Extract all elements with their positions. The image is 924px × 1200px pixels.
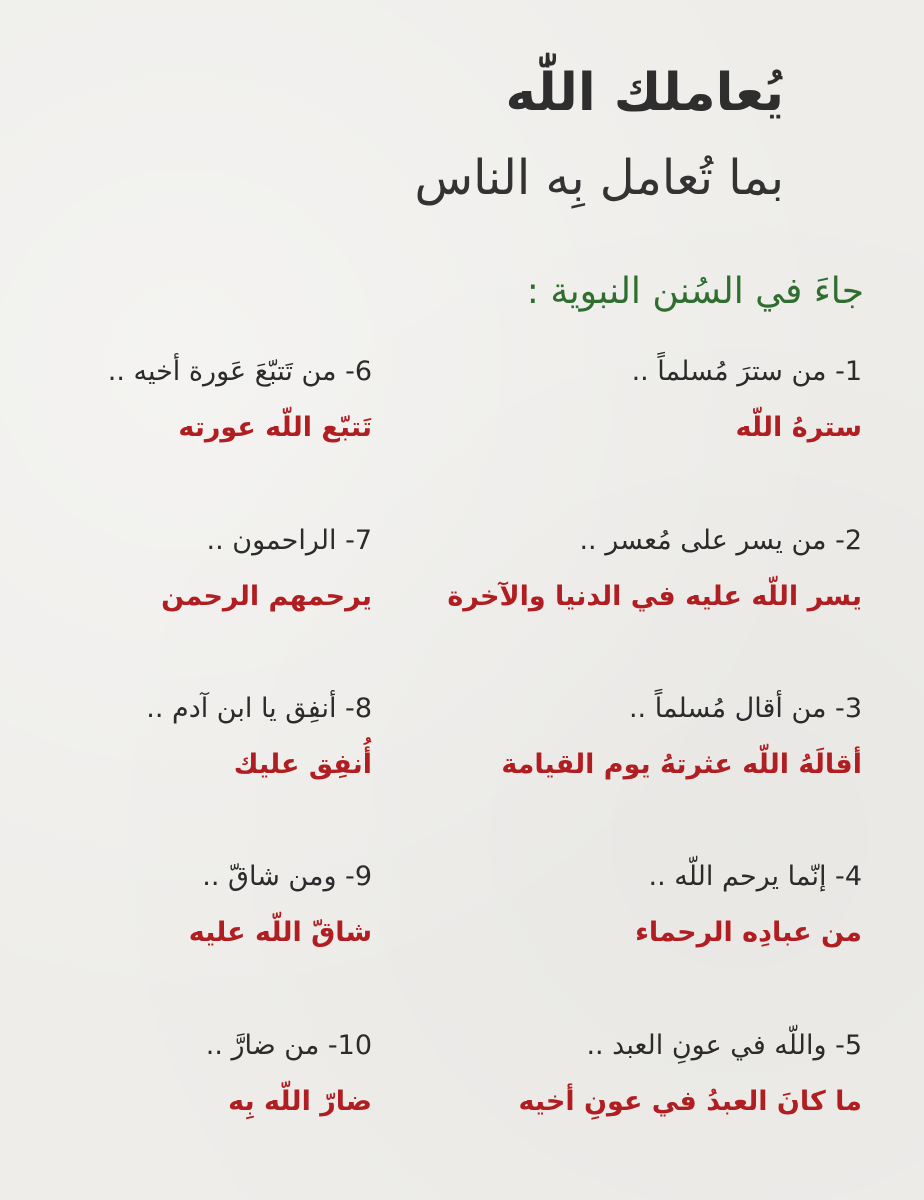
item-answer: ضارّ اللّه بِه xyxy=(228,1086,372,1117)
list-item xyxy=(518,1030,862,1118)
item-answer: من عبادِه الرحماء xyxy=(635,917,862,948)
item-question: 1- من سترَ مُسلماً .. xyxy=(631,356,862,387)
item-answer: أقالَهُ اللّه عثرتهُ يوم القيامة xyxy=(501,749,862,780)
item-answer: يرحمهم الرحمن xyxy=(161,581,372,612)
list-item xyxy=(108,356,372,444)
list-item xyxy=(501,693,862,781)
item-question: 8- أنفِق يا ابن آدم .. xyxy=(146,693,372,724)
list-item xyxy=(206,1030,372,1118)
item-answer: ما كانَ العبدُ في عونِ أخيه xyxy=(518,1086,862,1117)
list-item xyxy=(635,861,862,949)
item-answer: شاقّ اللّه عليه xyxy=(188,917,372,948)
item-question: 5- واللّه في عونِ العبد .. xyxy=(586,1030,862,1061)
list-item xyxy=(146,693,372,781)
item-answer: أُنفِق عليك xyxy=(233,749,372,780)
list-item xyxy=(447,525,862,613)
section-heading: جاءَ في السُنن النبوية : xyxy=(526,271,864,312)
item-question: 2- من يسر على مُعسر .. xyxy=(579,525,862,556)
item-question: 3- من أقال مُسلماً .. xyxy=(628,693,862,724)
item-question: 4- إنّما يرحم اللّه .. xyxy=(648,861,862,892)
item-answer: يسر اللّه عليه في الدنيا والآخرة xyxy=(447,581,862,612)
item-question: 9- ومن شاقّ .. xyxy=(202,861,372,892)
list-item xyxy=(161,525,372,613)
page-title: يُعاملك اللّٰه xyxy=(505,63,784,123)
item-question: 6- من تَتبّعَ عَورة أخيه .. xyxy=(107,356,372,387)
list-item xyxy=(632,356,862,444)
item-question: 7- الراحمون .. xyxy=(206,525,372,556)
item-question: 10- من ضارَّ .. xyxy=(205,1030,372,1061)
item-answer: سترهُ اللّه xyxy=(735,412,862,443)
list-item xyxy=(189,861,372,949)
item-answer: تَتبّع اللّه عورته xyxy=(178,412,372,443)
page-subtitle: بما تُعامل بِه الناس xyxy=(414,150,784,206)
